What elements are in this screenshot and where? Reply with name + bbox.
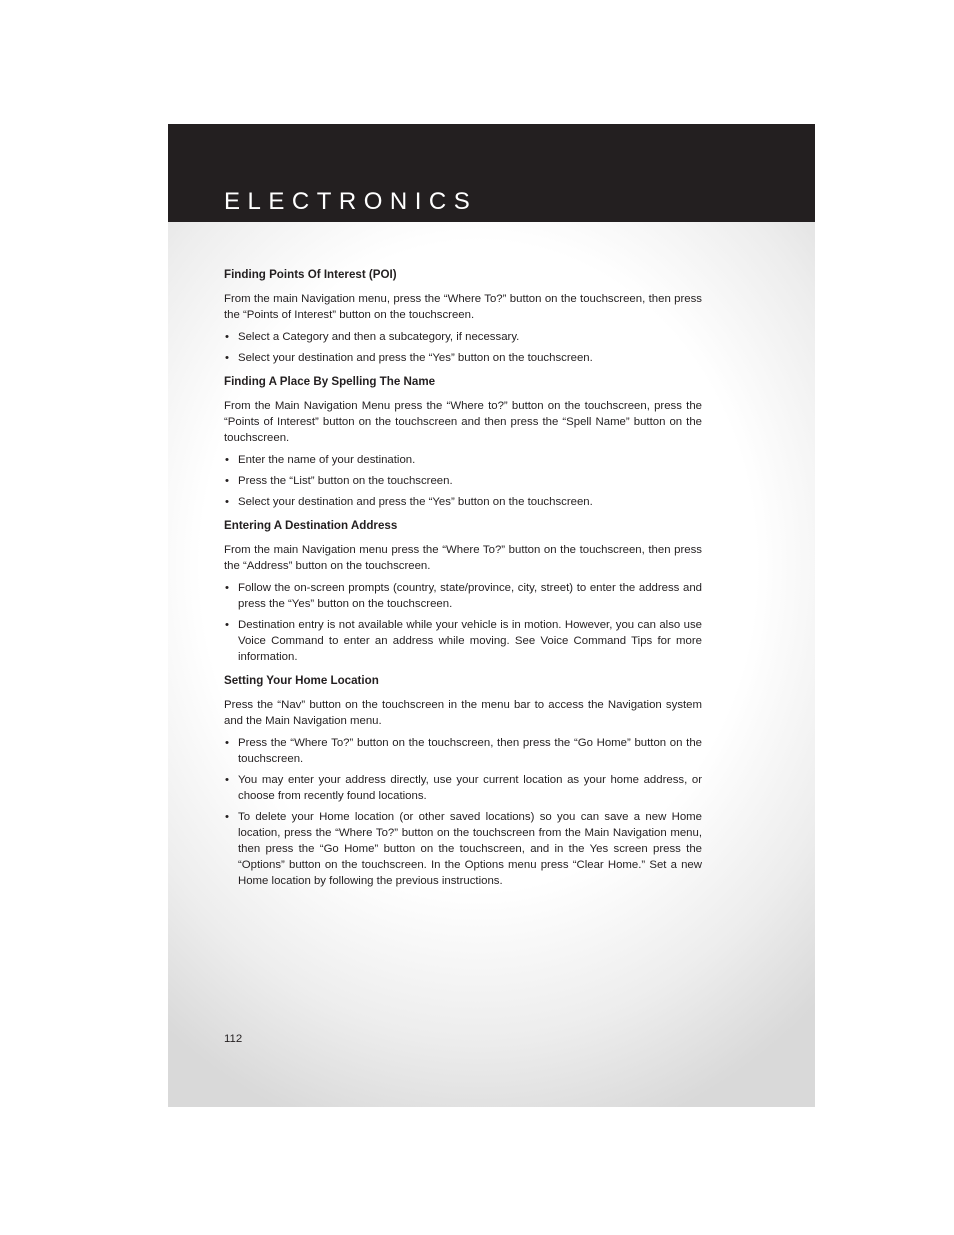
- section-heading-home: Setting Your Home Location: [224, 674, 379, 687]
- section-heading-spelling: Finding A Place By Spelling The Name: [224, 375, 436, 388]
- list-item: • You may enter your address directly, use your current location as your home address, or choose from recently found locations.: [224, 772, 702, 804]
- list-item: • Enter the name of your destination.: [224, 452, 702, 468]
- list-item: • Follow the on-screen prompts (country, state/province, city, street) to enter the address and press the “Yes” button on the touchscreen.: [224, 580, 702, 612]
- page-content: [224, 267, 702, 897]
- section-paragraph-home: Press the “Nav” button on the touchscreen in the menu bar to access the Navigation system and the Main Navigation menu.: [224, 699, 702, 727]
- section-header-bar: [168, 124, 815, 222]
- list-item: • Select a Category and then a subcategory, if necessary.: [224, 329, 702, 345]
- page-number: 112: [224, 1033, 243, 1045]
- list-item: • Press the “List” button on the touchscreen.: [224, 473, 702, 489]
- list-item: • To delete your Home location (or other saved locations) so you can save a new Home location, press the “Where To?” button on the touchscreen from the Main Navigation menu, then press the “Go Home” button on the touchscreen, and in the Yes screen press the “Options” button on the touchscreen. In the Options menu press “Clear Home.” Set a new Home location by following the previous instructions.: [224, 809, 702, 889]
- section-paragraph-spelling: From the Main Navigation Menu press the “Where to?” button on the touchscreen, press the “Points of Interest” button on the touchscreen and then press the “Spell Name” button on the touchscreen.: [224, 400, 702, 444]
- bullet-list-poi: [224, 329, 702, 366]
- bullet-list-home: [224, 735, 702, 889]
- section-heading-poi: Finding Points Of Interest (POI): [224, 268, 397, 281]
- section-title: ELECTRONICS: [224, 188, 478, 215]
- section-paragraph-address: From the main Navigation menu press the “Where To?” button on the touchscreen, then press the “Address” button on the touchscreen.: [224, 544, 702, 572]
- list-item: • Destination entry is not available while your vehicle is in motion. However, you can also use Voice Command to enter an address while moving. See Voice Command Tips for more information.: [224, 617, 702, 665]
- bullet-list-spelling: [224, 452, 702, 510]
- section-paragraph-poi: From the main Navigation menu, press the “Where To?” button on the touchscreen, then press the “Points of Interest” button on the touchscreen.: [224, 293, 702, 321]
- list-item: • Select your destination and press the “Yes” button on the touchscreen.: [224, 350, 702, 366]
- manual-page: [168, 124, 815, 1107]
- bullet-list-address: [224, 580, 702, 665]
- list-item: • Select your destination and press the “Yes” button on the touchscreen.: [224, 494, 702, 510]
- list-item: • Press the “Where To?” button on the touchscreen, then press the “Go Home” button on the touchscreen.: [224, 735, 702, 767]
- section-heading-address: Entering A Destination Address: [224, 519, 398, 532]
